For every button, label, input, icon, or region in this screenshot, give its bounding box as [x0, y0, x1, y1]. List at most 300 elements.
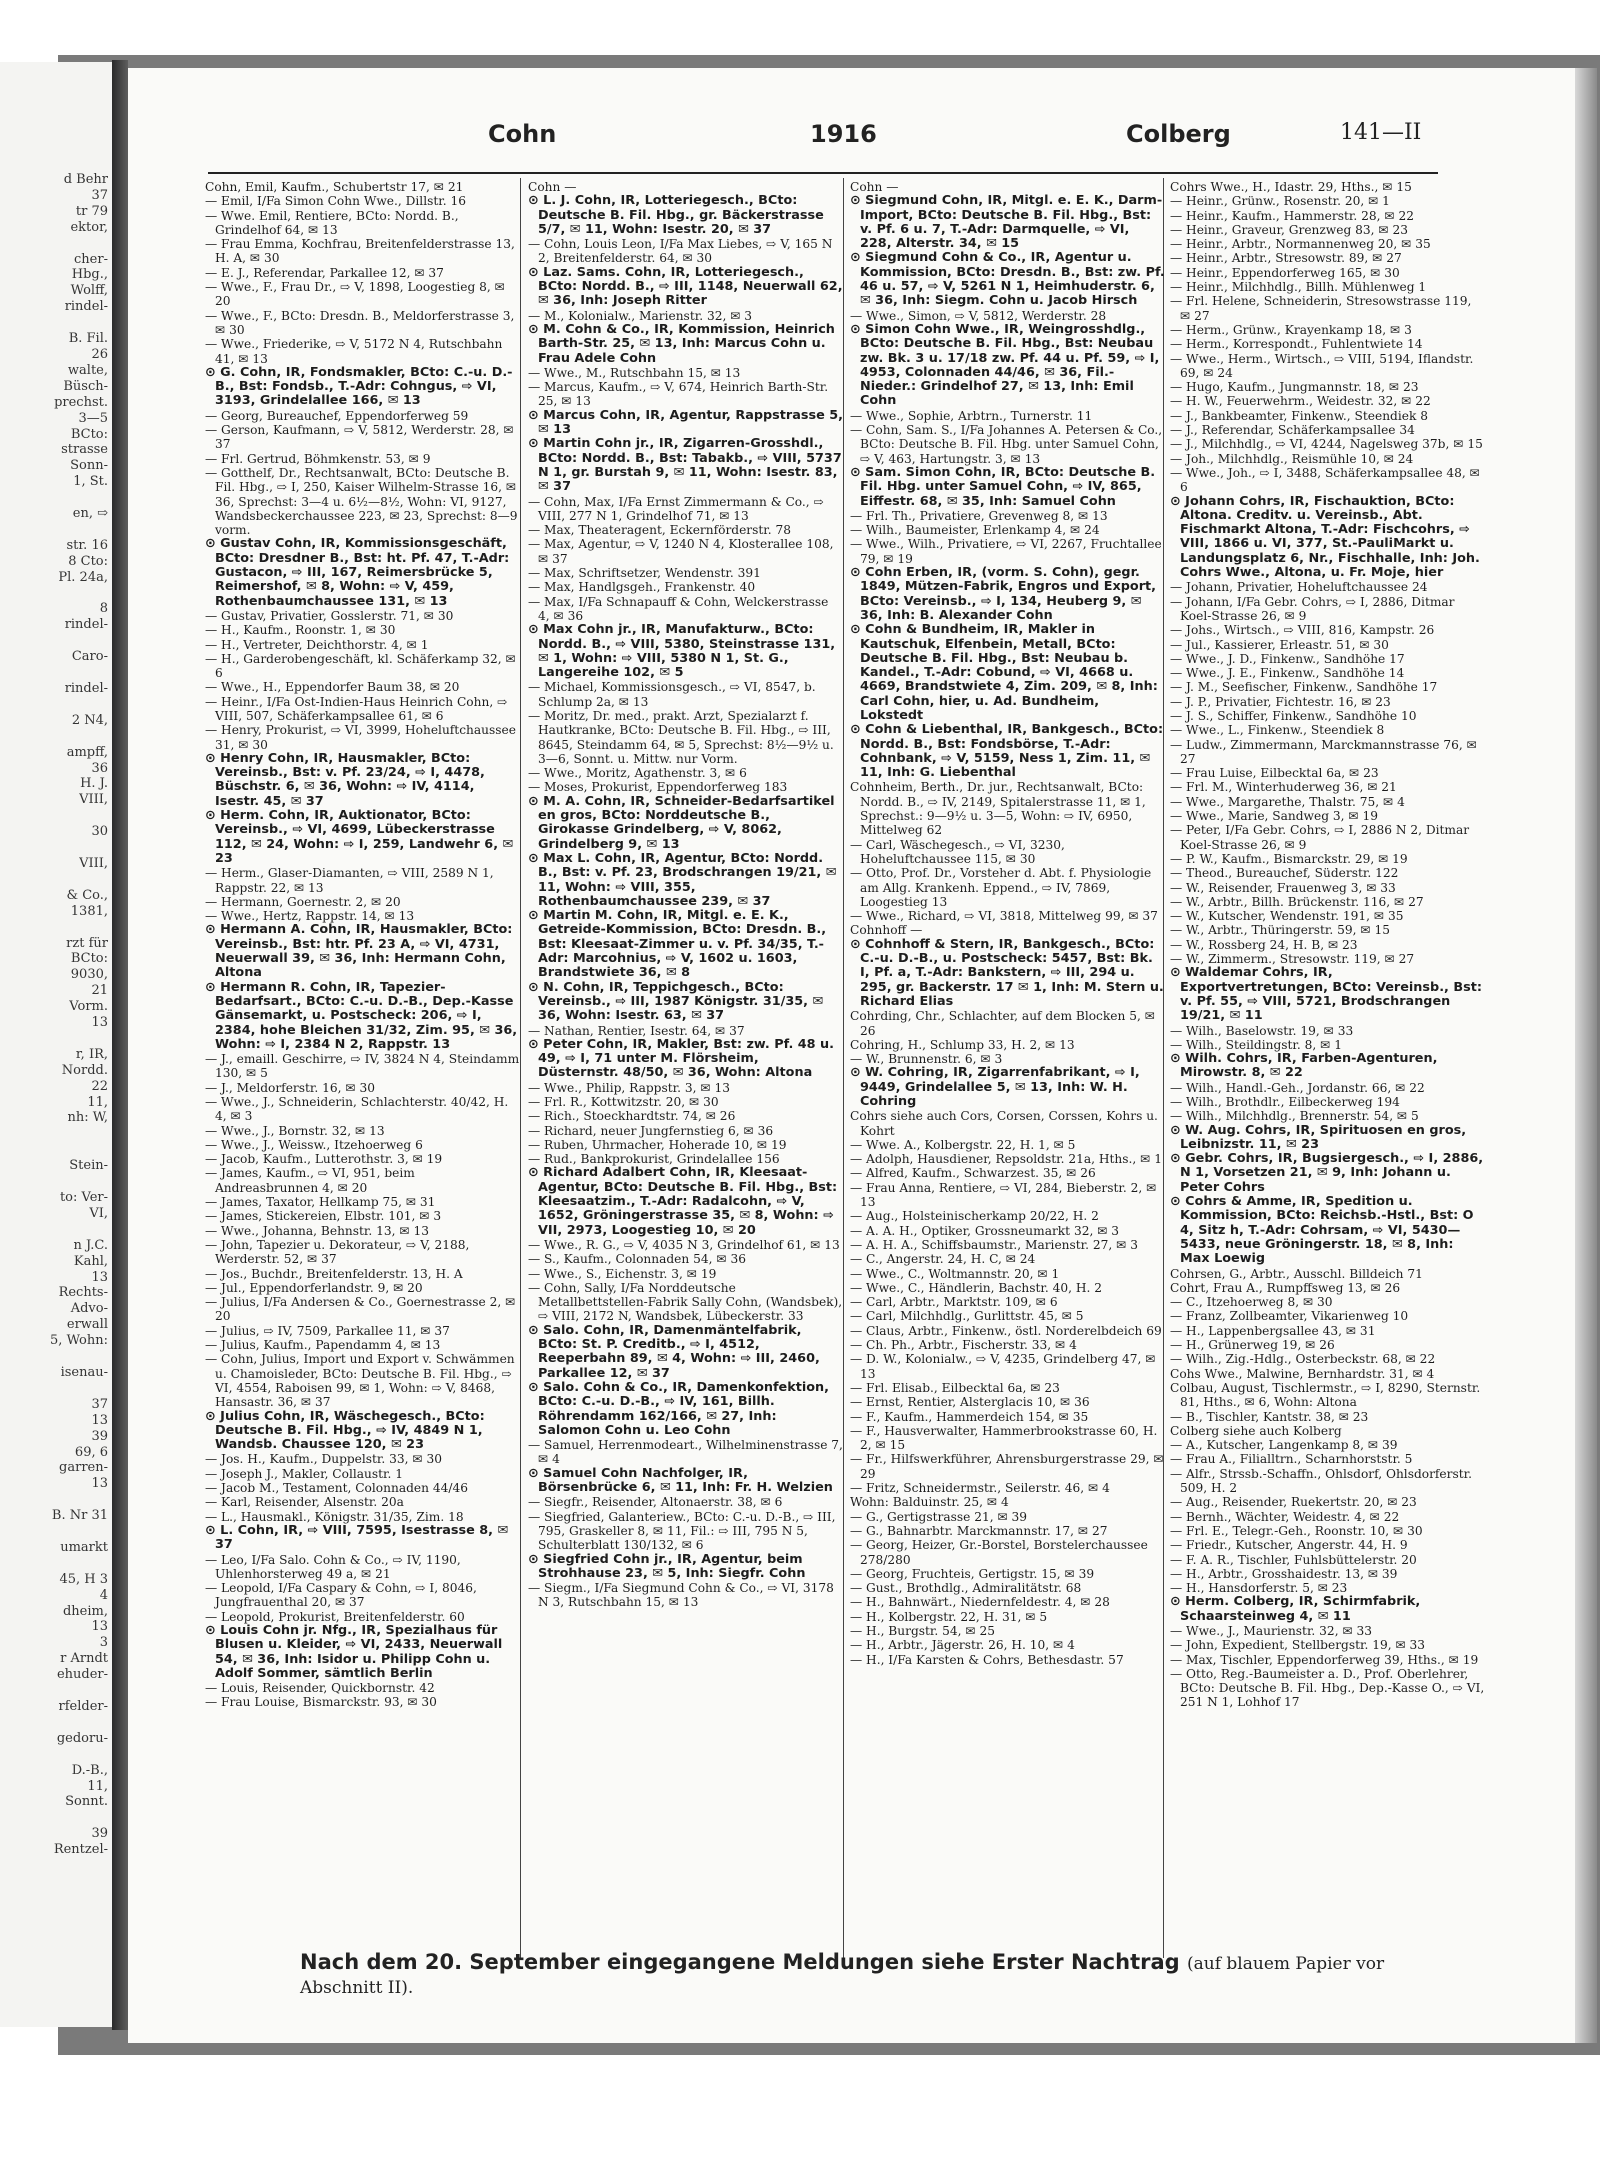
facing-page-line: Sonnt.: [65, 1794, 108, 1810]
facing-page-line: [50, 1492, 108, 1508]
directory-entry: — Ernst, Rentier, Alsterglacis 10, ✉ 36: [850, 1395, 1090, 1410]
facing-page-line: en, ⇨: [72, 506, 108, 522]
directory-entry: — L., Hausmakl., Königstr. 31/35, Zim. 18: [205, 1509, 464, 1524]
directory-column-1: [205, 180, 520, 1940]
directory-column-4: [1170, 180, 1485, 1940]
facing-page-line: [50, 1715, 108, 1731]
directory-entry: — Friedr., Kutscher, Angerstr. 44, H. 9: [1170, 1538, 1408, 1553]
directory-entry: — Frau Luise, Eilbecktal 6a, ✉ 23: [1170, 766, 1379, 781]
directory-entry: ⊙ Cohrs & Amme, IR, Spedition u. Kommission, BCto: Reichsb.-Hstl., Bst: O 4, Sitz h, T.-Adr: Cohrsam, ⇨ VI, 5430—5433, neue Gröningerstr. 18, ✉ 8, Inh: Max Loewig: [1170, 1194, 1474, 1267]
book-gutter: [112, 60, 128, 2030]
facing-page-line: [50, 586, 108, 602]
facing-page-line: [50, 1031, 108, 1047]
directory-entry: ⊙ Louis Cohn jr. Nfg., IR, Spezialhaus für Blusen u. Kleider, ⇨ VI, 2433, Neuerwall 54, ✉ 36, Inh: Isidor u. Philipp Cohn u. Adolf Sommer, sämtlich Berlin: [205, 1622, 503, 1681]
directory-entry: — Wwe., H., Eppendorfer Baum 38, ✉ 20: [205, 680, 460, 695]
header-year: 1916: [810, 120, 877, 148]
directory-entry: ⊙ Wilh. Cohrs, IR, Farben-Agenturen, Mirowstr. 8, ✉ 22: [1170, 1051, 1438, 1081]
directory-entry: ⊙ Cohn Erben, IR, (vorm. S. Cohn), gegr. 1849, Mützen-Fabrik, Engros und Export, BCto: Vereinsb., ⇨ I, 134, Heuberg 9, ✉ 36, Inh: B. Alexander Cohn: [850, 565, 1157, 623]
column-divider: [520, 178, 521, 1958]
facing-page-line: D.-B.,: [71, 1762, 108, 1778]
directory-entry: — Leopold, Prokurist, Breitenfelderstr. 60: [205, 1609, 465, 1624]
directory-entry: ⊙ Herm. Colberg, IR, Schirmfabrik, Schaarsteinweg 4, ✉ 11: [1170, 1594, 1421, 1624]
directory-entry: — Carl, Wäschegesch., ⇨ VI, 3230, Hoheluftchaussee 115, ✉ 30: [850, 837, 1065, 866]
directory-entry: Cohnhoff —: [850, 923, 923, 938]
directory-entry: — Wwe., L., Finkenw., Steendiek 8: [1170, 723, 1385, 738]
directory-entry: — F., Hausverwalter, Hammerbrookstrasse 60, H. 2, ✉ 15: [850, 1423, 1158, 1453]
directory-entry: — Karl, Reisender, Alsenstr. 20a: [205, 1495, 404, 1510]
page-header: [128, 120, 1590, 160]
directory-entry: ⊙ Hermann R. Cohn, IR, Tapezier-Bedarfsart., BCto: C.-u. D.-B., Dep.-Kasse Gänsemarkt, u. Postscheck: 206, ⇨ I, 2384, hohe Bleichen 31/32, Zim. 95, ✉ 36, Wohn: ⇨ I, 2384 N 2, Rappstr. 13: [205, 979, 518, 1052]
directory-entry: — Wwe., J. E., Finkenw., Sandhöhe 14: [1170, 666, 1405, 681]
facing-page-line: 69, 6: [74, 1444, 108, 1460]
directory-entry: — James, Stickereien, Elbstr. 101, ✉ 3: [205, 1209, 442, 1224]
facing-page-line: [50, 920, 108, 936]
facing-page-line: BCto:: [70, 426, 108, 442]
directory-entry: — E. J., Referendar, Parkallee 12, ✉ 37: [205, 265, 444, 280]
directory-entry: — Wwe., C., Händlerin, Bachstr. 40, H. 2: [850, 1280, 1103, 1295]
facing-page-line: VIII,: [79, 792, 108, 808]
directory-entry: ⊙ N. Cohn, IR, Teppichgesch., BCto: Vereinsb., ⇨ III, 1987 Königstr. 31/35, ✉ 36, Wohn: Isestr. 63, ✉ 37: [528, 979, 824, 1024]
directory-entry: — W., Kutscher, Wendenstr. 191, ✉ 35: [1170, 909, 1404, 924]
directory-entry: — Frl. Elisab., Eilbecktal 6a, ✉ 23: [850, 1380, 1060, 1395]
directory-entry: — Gust., Brothdlg., Admiralitätstr. 68: [850, 1581, 1082, 1596]
directory-entry: — Wwe., J., Maurienstr. 32, ✉ 33: [1170, 1623, 1373, 1638]
facing-page-line: Advo-: [70, 1301, 108, 1317]
directory-entry: — Hugo, Kaufm., Jungmannstr. 18, ✉ 23: [1170, 380, 1419, 395]
facing-page-line: [50, 315, 108, 331]
facing-page-line: 37: [91, 1396, 108, 1412]
directory-entry: — Wwe., Richard, ⇨ VI, 3818, Mittelweg 99, ✉ 37: [850, 909, 1158, 924]
directory-entry: — Max, I/Fa Schnapauff & Cohn, Welckerstrasse 4, ✉ 36: [528, 594, 829, 623]
directory-entry: — W., Arbtr., Thüringerstr. 59, ✉ 15: [1170, 923, 1390, 938]
directory-entry: — J., Referendar, Schäferkampsallee 34: [1170, 423, 1415, 438]
facing-page-line: Stein-: [69, 1158, 108, 1174]
directory-entry: — Wwe. A., Kolbergstr. 22, H. 1, ✉ 5: [850, 1137, 1076, 1152]
directory-entry: — Frau Emma, Kochfrau, Breitenfelderstrasse 13, H. A, ✉ 30: [205, 237, 515, 266]
facing-page-line: 13: [91, 1619, 108, 1635]
page-edge-shadow: [1575, 68, 1597, 2043]
facing-page-line: Büsch-: [63, 378, 108, 394]
directory-entry: — Claus, Arbtr., Finkenw., östl. Norderelbdeich 69: [850, 1323, 1162, 1338]
directory-entry: — Wwe., J. D., Finkenw., Sandhöhe 17: [1170, 651, 1405, 666]
facing-page-line: [50, 665, 108, 681]
facing-page-line: BCto:: [70, 951, 108, 967]
directory-entry: — J. S., Schiffer, Finkenw., Sandhöhe 10: [1170, 708, 1417, 723]
directory-entry: — W., Rossberg 24, H. B, ✉ 23: [1170, 937, 1358, 952]
directory-entry: ⊙ Martin M. Cohn, IR, Mitgl. e. E. K., Getreide-Kommission, BCto: Dresdn. B., Bst: Kleesaat-Zimmer u. v. Pf. 34/35, T.-Adr: Marcohnius, ⇨ V, 1602 u. 1603, Brandstwiete 36, ✉ 8: [528, 908, 827, 981]
directory-entry: — Jos., Buchdr., Breitenfelderstr. 13, H. A: [205, 1266, 463, 1281]
directory-entry: — Heinr., Graveur, Grenzweg 83, ✉ 23: [1170, 222, 1408, 237]
directory-entry: — J., emaill. Geschirre, ⇨ IV, 3824 N 4, Steindamm 130, ✉ 5: [205, 1052, 520, 1081]
directory-entry: — Cohn, Max, I/Fa Ernst Zimmermann & Co., ⇨ VIII, 277 N 1, Grindelhof 71, ✉ 13: [528, 494, 824, 523]
directory-entry: — Louis, Reisender, Quickbornstr. 42: [205, 1681, 435, 1696]
directory-entry: ⊙ Marcus Cohn, IR, Agentur, Rappstrasse 5, ✉ 13: [528, 407, 843, 438]
directory-entry: — Gotthelf, Dr., Rechtsanwalt, BCto: Deutsche B. Fil. Hbg., ⇨ I, 250, Kaiser Wilhelm-Strasse 16, ✉ 36, Sprechst: 3—4 u. 6½—8½, Wohn: VI, 9127, Wandsbeckerchaussee 223, ✉ 23, Sprechst: 8—9 vorm.: [205, 465, 518, 538]
directory-entry: — Herm., Glaser-Diamanten, ⇨ VIII, 2589 N 1, Rappstr. 22, ✉ 13: [205, 866, 494, 895]
directory-entry: — F. A. R., Tischler, Fuhlsbüttelerstr. 20: [1170, 1552, 1417, 1567]
directory-entry: — A. A. H., Optiker, Grossneumarkt 32, ✉ 3: [850, 1223, 1120, 1238]
facing-page-line: Rechts-: [58, 1285, 108, 1301]
directory-entry: ⊙ Henry Cohn, IR, Hausmakler, BCto: Vereinsb., Bst: v. Pf. 23/24, ⇨ I, 4478, Büschstr. 6, ✉ 36, Wohn: ⇨ IV, 4114, Isestr. 45, ✉ 37: [205, 750, 485, 809]
directory-entry: — Wwe., S., Eichenstr. 3, ✉ 19: [528, 1266, 717, 1281]
facing-page-line: Nordd.: [61, 1062, 108, 1078]
facing-page-line: [50, 1747, 108, 1763]
directory-entry: — G., Gertigstrasse 21, ✉ 39: [850, 1509, 1028, 1524]
directory-entry: — H. W., Feuerwehrm., Weidestr. 32, ✉ 22: [1170, 394, 1431, 409]
directory-entry: — G., Bahnarbtr. Marckmannstr. 17, ✉ 27: [850, 1523, 1108, 1538]
directory-entry: — Siegfried, Galanteriew., BCto: C.-u. D.-B., ⇨ III, 795, Graskeller 8, ✉ 11, Fil.: ⇨ III, 795 N 5, Schulterblatt 130/132, ✉ 6: [528, 1509, 836, 1553]
directory-entry: Wohn: Balduinstr. 25, ✉ 4: [850, 1495, 1009, 1510]
directory-entry: — Cohn, Sam. S., I/Fa Johannes A. Petersen & Co., BCto: Deutsche B. Fil. Hbg. unter Samuel Cohn, ⇨ V, 463, Hartungstr. 3, ✉ 13: [850, 423, 1163, 466]
directory-entry: — Johann, I/Fa Gebr. Cohrs, ⇨ I, 2886, Ditmar Koel-Strasse 26, ✉ 9: [1170, 594, 1455, 623]
directory-entry: ⊙ Cohn & Bundheim, IR, Makler in Kautschuk, Elfenbein, Metall, BCto: Deutsche B. Fil. Hbg., Bst: Neubau b. Kandel., T.-Adr: Cobund, ⇨ VI, 4668 u. 4669, Brandstwiete 4, Zim. 209, ✉ 8, Inh: Carl Cohn, hier, u. Ad. Bundheim, Lokstedt: [850, 622, 1158, 723]
directory-entry: — Wwe., Herm., Wirtsch., ⇨ VIII, 5194, Iflandstr. 69, ✉ 24: [1170, 351, 1474, 380]
facing-page-line: r, IR,: [75, 1046, 108, 1062]
facing-page-line: 13: [91, 1015, 108, 1031]
facing-page-line: [50, 1349, 108, 1365]
facing-page-line: ampff,: [66, 744, 108, 760]
directory-entry: — Samuel, Herrenmodeart., Wilhelminenstrasse 7, ✉ 4: [528, 1438, 843, 1467]
directory-entry: — Heinr., Milchhdlg., Billh. Mühlenweg 1: [1170, 280, 1427, 295]
directory-entry: — John, Tapezier u. Dekorateur, ⇨ V, 2188, Werderstr. 52, ✉ 37: [205, 1237, 470, 1267]
directory-entry: — Johann, Privatier, Hoheluftchaussee 24: [1170, 580, 1428, 595]
facing-page-line: [50, 1174, 108, 1190]
facing-page-line: [50, 236, 108, 252]
directory-entry: — J., Bankbeamter, Finkenw., Steendiek 8: [1170, 408, 1428, 423]
header-rule: [208, 172, 1438, 174]
facing-page-line: [50, 840, 108, 856]
directory-entry: — Alfred, Kaufm., Schwarzest. 35, ✉ 26: [850, 1166, 1096, 1181]
directory-entry: — J. P., Privatier, Fichtestr. 16, ✉ 23: [1170, 694, 1391, 709]
directory-entry: — Jos. H., Kaufm., Duppelstr. 33, ✉ 30: [205, 1452, 443, 1467]
facing-page-line: [50, 490, 108, 506]
facing-page-line: ektor,: [70, 219, 108, 235]
facing-page-line: 8: [99, 601, 108, 617]
directory-entry: — A., Kutscher, Langenkamp 8, ✉ 39: [1170, 1438, 1398, 1453]
facing-page-line: 3: [99, 1635, 108, 1651]
directory-entry: ⊙ Peter Cohn, IR, Makler, Bst: zw. Pf. 48 u. 49, ⇨ I, 71 unter M. Flörsheim, Düsternstr. 48/50, ✉ 36, Wohn: Altona: [528, 1036, 835, 1081]
facing-page-line: [50, 522, 108, 538]
directory-entry: — Wwe., Margarethe, Thalstr. 75, ✉ 4: [1170, 794, 1405, 809]
directory-entry: Colbau, August, Tischlermstr., ⇨ I, 8290, Sternstr. 81, Hths., ✉ 6, Wohn: Altona: [1170, 1380, 1481, 1410]
facing-page-line: [50, 697, 108, 713]
directory-entry: — Wwe., C., Woltmannstr. 20, ✉ 1: [850, 1266, 1060, 1281]
facing-page-line: H. J.: [80, 776, 108, 792]
facing-page-line: 2 N4,: [71, 712, 108, 728]
facing-page-line: n J.C.: [73, 1237, 108, 1253]
facing-page-line: rindel-: [64, 617, 108, 633]
facing-page-line: [50, 729, 108, 745]
directory-entry: — Rich., Stoeckhardtstr. 74, ✉ 26: [528, 1109, 736, 1124]
directory-entry: — Max, Schriftsetzer, Wendenstr. 391: [528, 566, 761, 581]
directory-entry: Cohn —: [528, 180, 577, 194]
facing-page-line: rzt für: [66, 935, 108, 951]
directory-entry: ⊙ Salo. Cohn, IR, Damenmäntelfabrik, BCto: St. P. Creditb., ⇨ I, 4512, Reeperbahn 89, ✉ 4, Wohn: ⇨ III, 2460, Parkallee 12, ✉ 37: [528, 1322, 820, 1381]
directory-entry: — D. W., Kolonialw., ⇨ V, 4235, Grindelberg 47, ✉ 13: [850, 1352, 1156, 1381]
facing-page-line: to: Ver-: [59, 1190, 108, 1205]
facing-page-line: Wolff,: [70, 283, 108, 299]
directory-entry: — Leo, I/Fa Salo. Cohn & Co., ⇨ IV, 1190, Uhlenhorsterweg 49 a, ✉ 21: [205, 1552, 461, 1581]
directory-entry: — Jacob M., Testament, Colonnaden 44/46: [205, 1481, 468, 1496]
directory-entry: Cohnheim, Berth., Dr. jur., Rechtsanwalt, BCto: Nordd. B., ⇨ IV, 2149, Spitalerstrasse 11, ✉ 1, Sprechst.: 9—9½ u. 3—5, Wohn: ⇨ IV, 6950, Mittelweg 62: [850, 780, 1146, 838]
directory-entry: — Jul., Kassierer, Erleastr. 51, ✉ 30: [1170, 637, 1389, 652]
directory-entry: — Cohn, Julius, Import und Export v. Schwämmen u. Chamoisleder, BCto: Deutsche B. Fil. Hbg., ⇨ VI, 4554, Raboisen 99, ✉ 1, Wohn: ⇨ V, 8468, Hansastr. 36, ✉ 37: [205, 1352, 515, 1410]
directory-entry: — J., Meldorferstr. 16, ✉ 30: [205, 1080, 375, 1095]
directory-entry: — Cohn, Sally, I/Fa Norddeutsche Metallbettstellen-Fabrik Sally Cohn, (Wandsbek), ⇨ VIII, 2172 N, Wandsbek, Lübeckerstr. 33: [528, 1280, 843, 1324]
facing-page-line: cher-: [74, 251, 108, 267]
directory-entry: — C., Itzehoerweg 8, ✉ 30: [1170, 1295, 1333, 1310]
directory-entry: — Moritz, Dr. med., prakt. Arzt, Spezialarzt f. Hautkranke, BCto: Deutsche B. Fil. Hbg., ⇨ III, 8645, Steindamm 64, ✉ 5, Sprechst: 8½—9½ u. 3—6, Sonnt. u. Mittw. nur Vorm.: [528, 708, 834, 766]
directory-entry: — Frau A., Filialltrn., Scharnhorststr. 5: [1170, 1452, 1413, 1467]
directory-entry: — Frl. Helene, Schneiderin, Stresowstrasse 119, ✉ 27: [1170, 294, 1472, 323]
facing-page-line: & Co.,: [66, 887, 108, 903]
directory-entry: Cohrding, Chr., Schlachter, auf dem Blocken 5, ✉ 26: [850, 1009, 1155, 1038]
directory-entry: — Johs., Wirtsch., ⇨ VIII, 816, Kampstr. 26: [1170, 623, 1435, 638]
column-divider: [843, 178, 844, 1958]
directory-entry: ⊙ Siegmund Cohn, IR, Mitgl. e. E. K., Darm-Import, BCto: Deutsche B. Fil. Hbg., Bst: v. Pf. 6 u. 7, T.-Adr: Darmquelle, ⇨ VI, 228, Alterstr. 34, ✉ 15: [850, 193, 1163, 252]
page-footer-note: [300, 1950, 1460, 1998]
facing-page-line: 13: [91, 1269, 108, 1285]
directory-entry: ⊙ L. Cohn, IR, ⇨ VIII, 7595, Isestrasse 8, ✉ 37: [205, 1522, 509, 1553]
facing-page-line: garren-: [59, 1460, 108, 1476]
facing-page-line: umarkt: [60, 1539, 108, 1555]
facing-page-line: Rentzel-: [53, 1842, 108, 1858]
directory-entry: — Frl. M., Winterhuderweg 36, ✉ 21: [1170, 780, 1397, 795]
directory-entry: — H., Arbtr., Grosshaidestr. 13, ✉ 39: [1170, 1566, 1398, 1581]
directory-entry: ⊙ L. J. Cohn, IR, Lotteriegesch., BCto: Deutsche B. Fil. Hbg., gr. Bäckerstrasse 5/7, ✉ 11, Wohn: Isestr. 20, ✉ 37: [528, 193, 824, 237]
facing-page-line: [50, 1142, 108, 1158]
directory-entry: Cohrs Wwe., H., Idastr. 29, Hths., ✉ 15: [1170, 180, 1412, 194]
facing-page-line: Pl. 24a,: [58, 569, 108, 585]
directory-entry: — W., Arbtr., Billh. Brückenstr. 116, ✉ 27: [1170, 894, 1424, 909]
directory-entry: — Max, Tischler, Eppendorferweg 39, Hths., ✉ 19: [1170, 1652, 1479, 1667]
directory-entry: — Heinr., Arbtr., Normannenweg 20, ✉ 35: [1170, 237, 1431, 252]
directory-entry: ⊙ Cohn & Liebenthal, IR, Bankgesch., BCto: Nordd. B., Bst: Fondsbörse, T.-Adr: Cohnbank, ⇨ V, 5159, Ness 1, Zim. 11, ✉ 11, Inh: G. Liebenthal: [850, 722, 1164, 781]
facing-page-line: 37: [91, 187, 108, 203]
directory-entry: — H., Kolbergstr. 22, H. 31, ✉ 5: [850, 1609, 1048, 1624]
facing-page-line: 45, H 3: [59, 1571, 108, 1587]
facing-page-line: gedoru-: [56, 1730, 108, 1746]
directory-entry: — Frau Louise, Bismarckstr. 93, ✉ 30: [205, 1695, 437, 1710]
directory-entry: ⊙ M. A. Cohn, IR, Schneider-Bedarfsartikel en gros, BCto: Norddeutsche B., Girokasse Grindelberg, ⇨ V, 8062, Grindelberg 9, ✉ 13: [528, 793, 835, 852]
facing-page-line: 39: [91, 1826, 108, 1842]
directory-entry: — Georg, Heizer, Gr.-Borstel, Borstelerchaussee 278/280: [850, 1538, 1148, 1567]
directory-entry: — B., Tischler, Kantstr. 38, ✉ 23: [1170, 1409, 1369, 1424]
directory-entry: — Heinr., Eppendorferweg 165, ✉ 30: [1170, 265, 1400, 280]
directory-entry: — Julius, ⇨ IV, 7509, Parkallee 11, ✉ 37: [205, 1323, 450, 1338]
facing-page-line: B. Fil.: [68, 331, 108, 347]
facing-page-line: [50, 1381, 108, 1397]
facing-page-line: 1381,: [70, 903, 108, 919]
directory-entry: — Heinr., Grünw., Rosenstr. 20, ✉ 1: [1170, 194, 1390, 209]
directory-entry: — H., Hansdorferstr. 5, ✉ 23: [1170, 1581, 1348, 1596]
facing-page-line: 1, St.: [73, 474, 108, 490]
facing-page-line: 36: [91, 760, 108, 776]
directory-entry: — A. H. A., Schiffsbaumstr., Marienstr. 27, ✉ 3: [850, 1237, 1138, 1252]
facing-page-line: 30: [91, 824, 108, 840]
facing-page-line: strasse: [61, 442, 108, 458]
directory-column-3: [850, 180, 1165, 1940]
facing-page-line: 8 Cto:: [68, 553, 108, 569]
facing-page-line: [50, 633, 108, 649]
facing-page-line: 22: [91, 1078, 108, 1094]
facing-page-line: [50, 1524, 108, 1540]
directory-entry: — Wwe., Sophie, Arbtrn., Turnerstr. 11: [850, 408, 1093, 423]
directory-entry: ⊙ Laz. Sams. Cohn, IR, Lotteriegesch., BCto: Nordd. B., ⇨ III, 1148, Neuerwall 62, ✉ 36, Inh: Joseph Ritter: [528, 264, 843, 309]
directory-column-2: [528, 180, 843, 1940]
directory-entry: — Michael, Kommissionsgesch., ⇨ VI, 8547, b. Schlump 2a, ✉ 13: [528, 680, 816, 709]
directory-entry: ⊙ Siegmund Cohn & Co., IR, Agentur u. Kommission, BCto: Dresdn. B., Bst: zw. Pf. 46 u. 57, ⇨ V, 5261 N 1, Heimhuderstr. 6, ✉ 36, Inh: Siegm. Cohn u. Jacob Hirsch: [850, 250, 1165, 309]
facing-page-line: 39: [91, 1428, 108, 1444]
facing-page-line: prechst.: [54, 394, 108, 410]
directory-entry: ⊙ Simon Cohn Wwe., IR, Weingrosshdlg., BCto: Deutsche B. Fil. Hbg., Bst: Neubau zw. Bk. 3 u. 17/18 zw. Pf. 44 u. Pf. 59, ⇨ I, 4953, Colonnaden 44/46, ✉ 36, Fil.-Nieder.: Grindelhof 27, ✉ 13, Inh: Emil Cohn: [850, 321, 1160, 409]
directory-entry: — Max, Theateragent, Eckernförderstr. 78: [528, 523, 791, 538]
directory-entry: — Otto, Prof. Dr., Vorsteher d. Abt. f. Physiologie am Allg. Krankenh. Eppend., ⇨ IV, 7869, Loogestieg 13: [850, 866, 1152, 909]
facing-page-line: str. 16: [66, 537, 108, 553]
facing-page-line: erwall: [66, 1317, 108, 1333]
facing-page-line: rindel-: [64, 681, 108, 696]
directory-entry: ⊙ G. Cohn, IR, Fondsmakler, BCto: C.-u. D.-B., Bst: Fondsb., T.-Adr: Cohngus, ⇨ VI, 3193, Grindelallee 166, ✉ 13: [205, 364, 513, 409]
facing-page-line: 13: [91, 1412, 108, 1428]
facing-page-line: 11,: [87, 1778, 108, 1794]
directory-entry: — Emil, I/Fa Simon Cohn Wwe., Dillstr. 16: [205, 194, 466, 209]
facing-page-line: 4: [99, 1587, 108, 1603]
directory-entry: — Marcus, Kaufm., ⇨ V, 674, Heinrich Barth-Str. 25, ✉ 13: [528, 380, 829, 409]
directory-entry: — H., Lappenbergsallee 43, ✉ 31: [1170, 1323, 1376, 1338]
directory-entry: — H., Grünerweg 19, ✉ 26: [1170, 1338, 1335, 1353]
directory-entry: — Richard, neuer Jungfernstieg 6, ✉ 36: [528, 1123, 774, 1138]
directory-entry: — W., Reisender, Frauenweg 3, ✉ 33: [1170, 880, 1396, 895]
facing-page-line: 13: [91, 1476, 108, 1492]
directory-entry: — M., Kolonialw., Marienstr. 32, ✉ 3: [528, 308, 753, 323]
directory-entry: — Leopold, I/Fa Caspary & Cohn, ⇨ I, 8046, Jungfrauenthal 20, ✉ 37: [205, 1581, 477, 1610]
directory-entry: Colberg siehe auch Kolberg: [1170, 1423, 1342, 1438]
facing-page-line: B. Nr 31: [51, 1508, 108, 1524]
directory-entry: ⊙ Gustav Cohn, IR, Kommissionsgeschäft, BCto: Dresdner B., Bst: ht. Pf. 47, T.-Adr: Gustacon, ⇨ III, 167, Reimersbrücke 5, Reimershof, ✉ 8, Wohn: ⇨ V, 459, Rothenbaumchaussee 131, ✉ 13: [205, 536, 510, 609]
facing-page-line: 21: [91, 983, 108, 999]
directory-entry: — Franz, Zollbeamter, Vikarienweg 10: [1170, 1309, 1409, 1324]
directory-entry: ⊙ W. Cohring, IR, Zigarrenfabrikant, ⇨ I, 9449, Grindelallee 5, ✉ 13, Inh: W. H. Cohring: [850, 1065, 1140, 1109]
directory-entry: ⊙ Max Cohn jr., IR, Manufakturw., BCto: Nordd. B., ⇨ VIII, 5380, Steinstrasse 131, ✉ 1, Wohn: ⇨ VIII, 5380 N 1, St. G., Langereihe 102, ✉ 5: [528, 622, 836, 681]
directory-entry: — Joh., Milchhdlg., Reismühle 10, ✉ 24: [1170, 451, 1414, 466]
directory-entry: — Gerson, Kaufmann, ⇨ V, 5812, Werderstr. 28, ✉ 37: [205, 423, 514, 452]
facing-page-line: Kahl,: [73, 1253, 108, 1269]
directory-entry: — Frl. Gertrud, Böhmkenstr. 53, ✉ 9: [205, 451, 431, 466]
directory-entry: — Wwe., J., Schneiderin, Schlachterstr. 40/42, H. 4, ✉ 3: [205, 1095, 509, 1124]
directory-entry: — Otto, Reg.-Baumeister a. D., Prof. Oberlehrer, BCto: Deutsche B. Fil. Hbg., Dep.-Kasse O., ⇨ VI, 251 N 1, Lohhof 17: [1170, 1666, 1485, 1710]
directory-entry: — H., I/Fa Karsten & Cohrs, Bethesdastr. 57: [850, 1652, 1124, 1667]
facing-page-line: dheim,: [62, 1603, 108, 1619]
directory-entry: — Nathan, Rentier, Isestr. 64, ✉ 37: [528, 1023, 745, 1038]
directory-entry: — Heinr., Arbtr., Stresowstr. 89, ✉ 27: [1170, 251, 1402, 266]
directory-entry: ⊙ Julius Cohn, IR, Wäschegesch., BCto: Deutsche B. Fil. Hbg., ⇨ IV, 4849 N 1, Wandsb. Chaussee 120, ✉ 23: [205, 1408, 485, 1453]
directory-entry: — Wilh., Milchhdlg., Brennerstr. 54, ✉ 5: [1170, 1109, 1419, 1124]
directory-entry: — Wwe., R. G., ⇨ V, 4035 N 3, Grindelhof 61, ✉ 13: [528, 1237, 840, 1252]
directory-entry: — Georg, Fruchteis, Gertigstr. 15, ✉ 39: [850, 1566, 1095, 1581]
directory-entry: ⊙ Salo. Cohn & Co., IR, Damenkonfektion, BCto: C.-u. D.-B., ⇨ IV, 161, Billh. Röhrendamm 162/166, ✉ 27, Inh: Salomon Cohn u. Leo Cohn: [528, 1379, 830, 1438]
directory-entry: — Frl. Th., Privatiere, Grevenweg 8, ✉ 13: [850, 508, 1108, 523]
header-last-entry: Colberg: [1126, 120, 1231, 148]
facing-page-line: rindel-: [64, 299, 108, 315]
directory-entry: — Carl, Arbtr., Marktstr. 109, ✉ 6: [850, 1295, 1058, 1310]
directory-entry: ⊙ Cohnhoff & Stern, IR, Bankgesch., BCto: C.-u. D.-B., u. Postscheck: 5457, Bst: Bk. I, Pf. a, T.-Adr: Bankstern, ⇨ III, 294 u. 295, gr. Backerstr. 17 ✉ 1, Inh: M. Stern u. Richard Elias: [850, 936, 1164, 1009]
directory-entry: — H., Kaufm., Roonstr. 1, ✉ 30: [205, 623, 396, 638]
directory-entry: ⊙ Samuel Cohn Nachfolger, IR, Börsenbrücke 6, ✉ 11, Inh: Fr. H. Welzien: [528, 1465, 833, 1496]
directory-entry: Cohs Wwe., Malwine, Bernhardstr. 31, ✉ 4: [1170, 1366, 1435, 1381]
directory-entry: — Hermann, Goernestr. 2, ✉ 20: [205, 894, 401, 909]
directory-entry: — W., Brunnenstr. 6, ✉ 3: [850, 1052, 1003, 1067]
directory-entry: — Frl. R., Kottwitzstr. 20, ✉ 30: [528, 1095, 719, 1109]
directory-entry: — Max, Handlgsgeh., Frankenstr. 40: [528, 580, 756, 595]
facing-page-line: [50, 872, 108, 888]
facing-page-line: 3—5: [78, 410, 108, 426]
directory-entry: Cohn, Emil, Kaufm., Schubertstr 17, ✉ 21: [205, 180, 464, 194]
facing-page-text: [50, 172, 108, 1858]
directory-entry: — Wwe., Philip, Rappstr. 3, ✉ 13: [528, 1080, 730, 1095]
directory-entry: — F., Kaufm., Hammerdeich 154, ✉ 35: [850, 1409, 1089, 1424]
directory-entry: — Herm., Korrespondt., Fuhlentwiete 14: [1170, 337, 1423, 352]
directory-entry: ⊙ Siegfried Cohn jr., IR, Agentur, beim Strohhause 23, ✉ 5, Inh: Siegfr. Cohn: [528, 1551, 806, 1581]
directory-entry: — J., Milchhdlg., ⇨ VI, 4244, Nagelsweg 37b, ✉ 15: [1170, 437, 1483, 452]
facing-page-line: 5, Wohn:: [50, 1333, 108, 1349]
directory-entry: — Wwe., J., Bornstr. 32, ✉ 13: [205, 1123, 385, 1138]
directory-entry: ⊙ Richard Adalbert Cohn, IR, Kleesaat-Agentur, BCto: Deutsche B. Fil. Hbg., Bst: Kleesaatzim., T.-Adr: Radalcohn, ⇨ V, 1652, Gröningerstrasse 35, ✉ 8, Wohn: ⇨ VII, 2973, Loogestieg 10, ✉ 20: [528, 1165, 838, 1238]
directory-entry: — Frau Anna, Rentiere, ⇨ VI, 284, Bieberstr. 2, ✉ 13: [850, 1180, 1157, 1210]
directory-entry: Cohrsen, G., Arbtr., Ausschl. Billdeich 71: [1170, 1266, 1423, 1281]
directory-entry: ⊙ Waldemar Cohrs, IR, Exportvertretungen, BCto: Vereinsb., Bst: v. Pf. 55, ⇨ VIII, 5721, Brodschrangen 19/21, ✉ 11: [1170, 965, 1482, 1024]
directory-entry: — Bernh., Wächter, Weidestr. 4, ✉ 22: [1170, 1509, 1400, 1524]
directory-entry: ⊙ Gebr. Cohrs, IR, Bugsiergesch., ⇨ I, 2886, N 1, Vorsetzen 21, ✉ 9, Inh: Johann u. Peter Cohrs: [1170, 1151, 1484, 1195]
facing-page-line: [50, 1810, 108, 1826]
facing-page-line: [50, 1556, 108, 1572]
directory-entry: — C., Angerstr. 24, H. C, ✉ 24: [850, 1252, 1036, 1267]
facing-page-line: isenau-: [60, 1364, 108, 1380]
header-first-entry: Cohn: [488, 120, 557, 148]
directory-entry: — Wilh., Baselowstr. 19, ✉ 33: [1170, 1023, 1354, 1038]
directory-entry: ⊙ Max L. Cohn, IR, Agentur, BCto: Nordd. B., Bst: v. Pf. 23, Brodschrangen 19/21, ✉ 11, Wohn: ⇨ VIII, 355, Rothenbaumchaussee 239, ✉ 37: [528, 850, 837, 909]
facing-page-line: rfelder-: [58, 1699, 108, 1714]
directory-entry: — W., Zimmerm., Stresowstr. 119, ✉ 27: [1170, 952, 1415, 967]
facing-page-line: tr 79: [75, 203, 108, 219]
directory-entry: — Wwe., Friederike, ⇨ V, 5172 N 4, Rutschbahn 41, ✉ 13: [205, 337, 503, 366]
footer-main-text: Nach dem 20. September eingegangene Meldungen siehe Erster Nachtrag: [300, 1950, 1180, 1974]
directory-entry: — Wwe., Joh., ⇨ I, 3488, Schäferkampsallee 48, ✉ 6: [1170, 465, 1480, 495]
directory-entry: — Julius, I/Fa Andersen & Co., Goernestrasse 2, ✉ 20: [205, 1295, 516, 1324]
directory-entry: — Max, Agentur, ⇨ V, 1240 N 4, Klosterallee 108, ✉ 37: [528, 537, 834, 566]
directory-entry: — Wilh., Baumeister, Erlenkamp 4, ✉ 24: [850, 523, 1100, 538]
directory-entry: — Aug., Reisender, Ruekertstr. 20, ✉ 23: [1170, 1495, 1417, 1510]
directory-entry: — Aug., Holsteinischerkamp 20/22, H. 2: [850, 1209, 1099, 1224]
directory-entry: — Adolph, Hausdiener, Repsoldstr. 21a, Hths., ✉ 1: [850, 1152, 1162, 1167]
directory-entry: ⊙ M. Cohn & Co., IR, Kommission, Heinrich Barth-Str. 25, ✉ 13, Inh: Marcus Cohn u. Frau Adele Cohn: [528, 321, 835, 366]
directory-entry: — Wilh., Zig.-Hdlg., Osterbeckstr. 68, ✉ 22: [1170, 1352, 1436, 1367]
directory-entry: ⊙ Hermann A. Cohn, IR, Hausmakler, BCto: Vereinsb., Bst: htr. Pf. 23 A, ⇨ VI, 4731, Neuerwall 39, ✉ 36, Inh: Hermann Cohn, Altona: [205, 922, 513, 981]
facing-page-line: 11,: [87, 1094, 108, 1110]
facing-page-line: walte,: [67, 362, 108, 378]
directory-entry: — Georg, Bureauchef, Eppendorferweg 59: [205, 408, 469, 423]
directory-entry: — Cohn, Louis Leon, I/Fa Max Liebes, ⇨ V, 165 N 2, Breitenfelderstr. 64, ✉ 30: [528, 237, 833, 266]
directory-entry: — Gustav, Privatier, Gosslerstr. 71, ✉ 30: [205, 608, 454, 623]
directory-entry: — Wwe., Moritz, Agathenstr. 3, ✉ 6: [528, 766, 747, 781]
facing-page-line: Hbg.,: [71, 267, 108, 283]
facing-page-line: nh: W,: [67, 1110, 108, 1126]
directory-entry: — Moses, Prokurist, Eppendorferweg 183: [528, 780, 788, 795]
directory-entry: — Wwe., F., Frau Dr., ⇨ V, 1898, Loogestieg 8, ✉ 20: [205, 280, 505, 309]
facing-page-line: Caro-: [71, 649, 108, 665]
directory-entry: — Alfr., Strssb.-Schaffn., Ohlsdorf, Ohlsdorferstr. 509, H. 2: [1170, 1466, 1472, 1496]
directory-entry: — Wwe., Simon, ⇨ V, 5812, Werderstr. 28: [850, 308, 1107, 323]
facing-page-line: VI,: [89, 1205, 108, 1221]
